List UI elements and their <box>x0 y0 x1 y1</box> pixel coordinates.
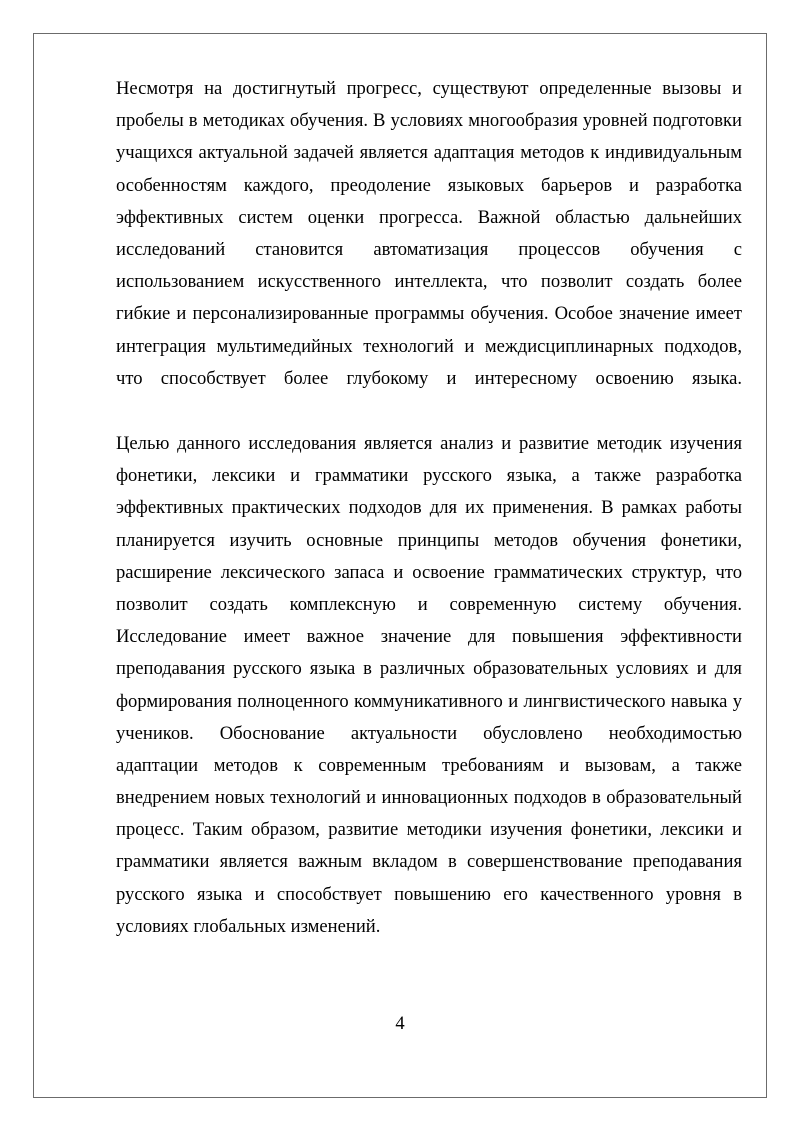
paragraph-line: гибкие и персонализированные программы обучения. Особое значение имеет <box>116 303 742 325</box>
paragraph-line: что способствует более глубокому и интересному освоению языка. <box>116 367 742 389</box>
paragraph-line: особенностям каждого, преодоление языковых барьеров и разработка <box>116 174 742 196</box>
paragraph-line: грамматики является важным вкладом в совершенствование преподавания <box>116 851 742 873</box>
paragraph-line: эффективных систем оценки прогресса. Важной областью дальнейших <box>116 206 742 228</box>
paragraph-line: учеников. Обоснование актуальности обусловлено необходимостью <box>116 722 742 744</box>
paragraph-line: пробелы в методиках обучения. В условиях многообразия уровней подготовки <box>116 110 742 132</box>
paragraph-line: фонетики, лексики и грамматики русского языка, а также разработка <box>116 465 742 487</box>
paragraph-line: интеграция мультимедийных технологий и междисциплинарных подходов, <box>116 335 742 357</box>
paragraph-line: расширение лексического запаса и освоение грамматических структур, что <box>116 561 742 583</box>
paragraph-line: Исследование имеет важное значение для повышения эффективности <box>116 626 742 648</box>
paragraph-line: русского языка и способствует повышению его качественного уровня в <box>116 883 742 905</box>
paragraph-line: преподавания русского языка в различных образовательных условиях и для <box>116 658 742 680</box>
page-number: 4 <box>395 1013 405 1034</box>
paragraph-line: формирования полноценного коммуникативного и лингвистического навыка у <box>116 690 742 712</box>
paragraph-line: использованием искусственного интеллекта, что позволит создать более <box>116 271 742 293</box>
paragraph-line: планируется изучить основные принципы методов обучения фонетики, <box>116 529 742 551</box>
paragraph-line: исследований становится автоматизация процессов обучения с <box>116 238 742 260</box>
paragraph-line: учащихся актуальной задачей является адаптация методов к индивидуальным <box>116 142 742 164</box>
paragraph-line: Целью данного исследования является анализ и развитие методик изучения <box>116 433 742 454</box>
paragraph-line: Несмотря на достигнутый прогресс, существуют определенные вызовы и <box>116 78 742 99</box>
paragraph-line: позволит создать комплексную и современную систему обучения. <box>116 593 742 615</box>
paragraph-1 <box>116 73 742 395</box>
paragraph-line: внедрением новых технологий и инновационных подходов в образовательный <box>116 787 742 809</box>
paragraph-line: эффективных практических подходов для их применения. В рамках работы <box>116 497 742 519</box>
paragraph-line: адаптации методов к современным требованиям и вызовам, а также <box>116 754 742 776</box>
paragraph-line: условиях глобальных изменений. <box>116 915 381 937</box>
paragraph-2 <box>116 428 742 943</box>
paragraph-line: процесс. Таким образом, развитие методики изучения фонетики, лексики и <box>116 819 742 841</box>
